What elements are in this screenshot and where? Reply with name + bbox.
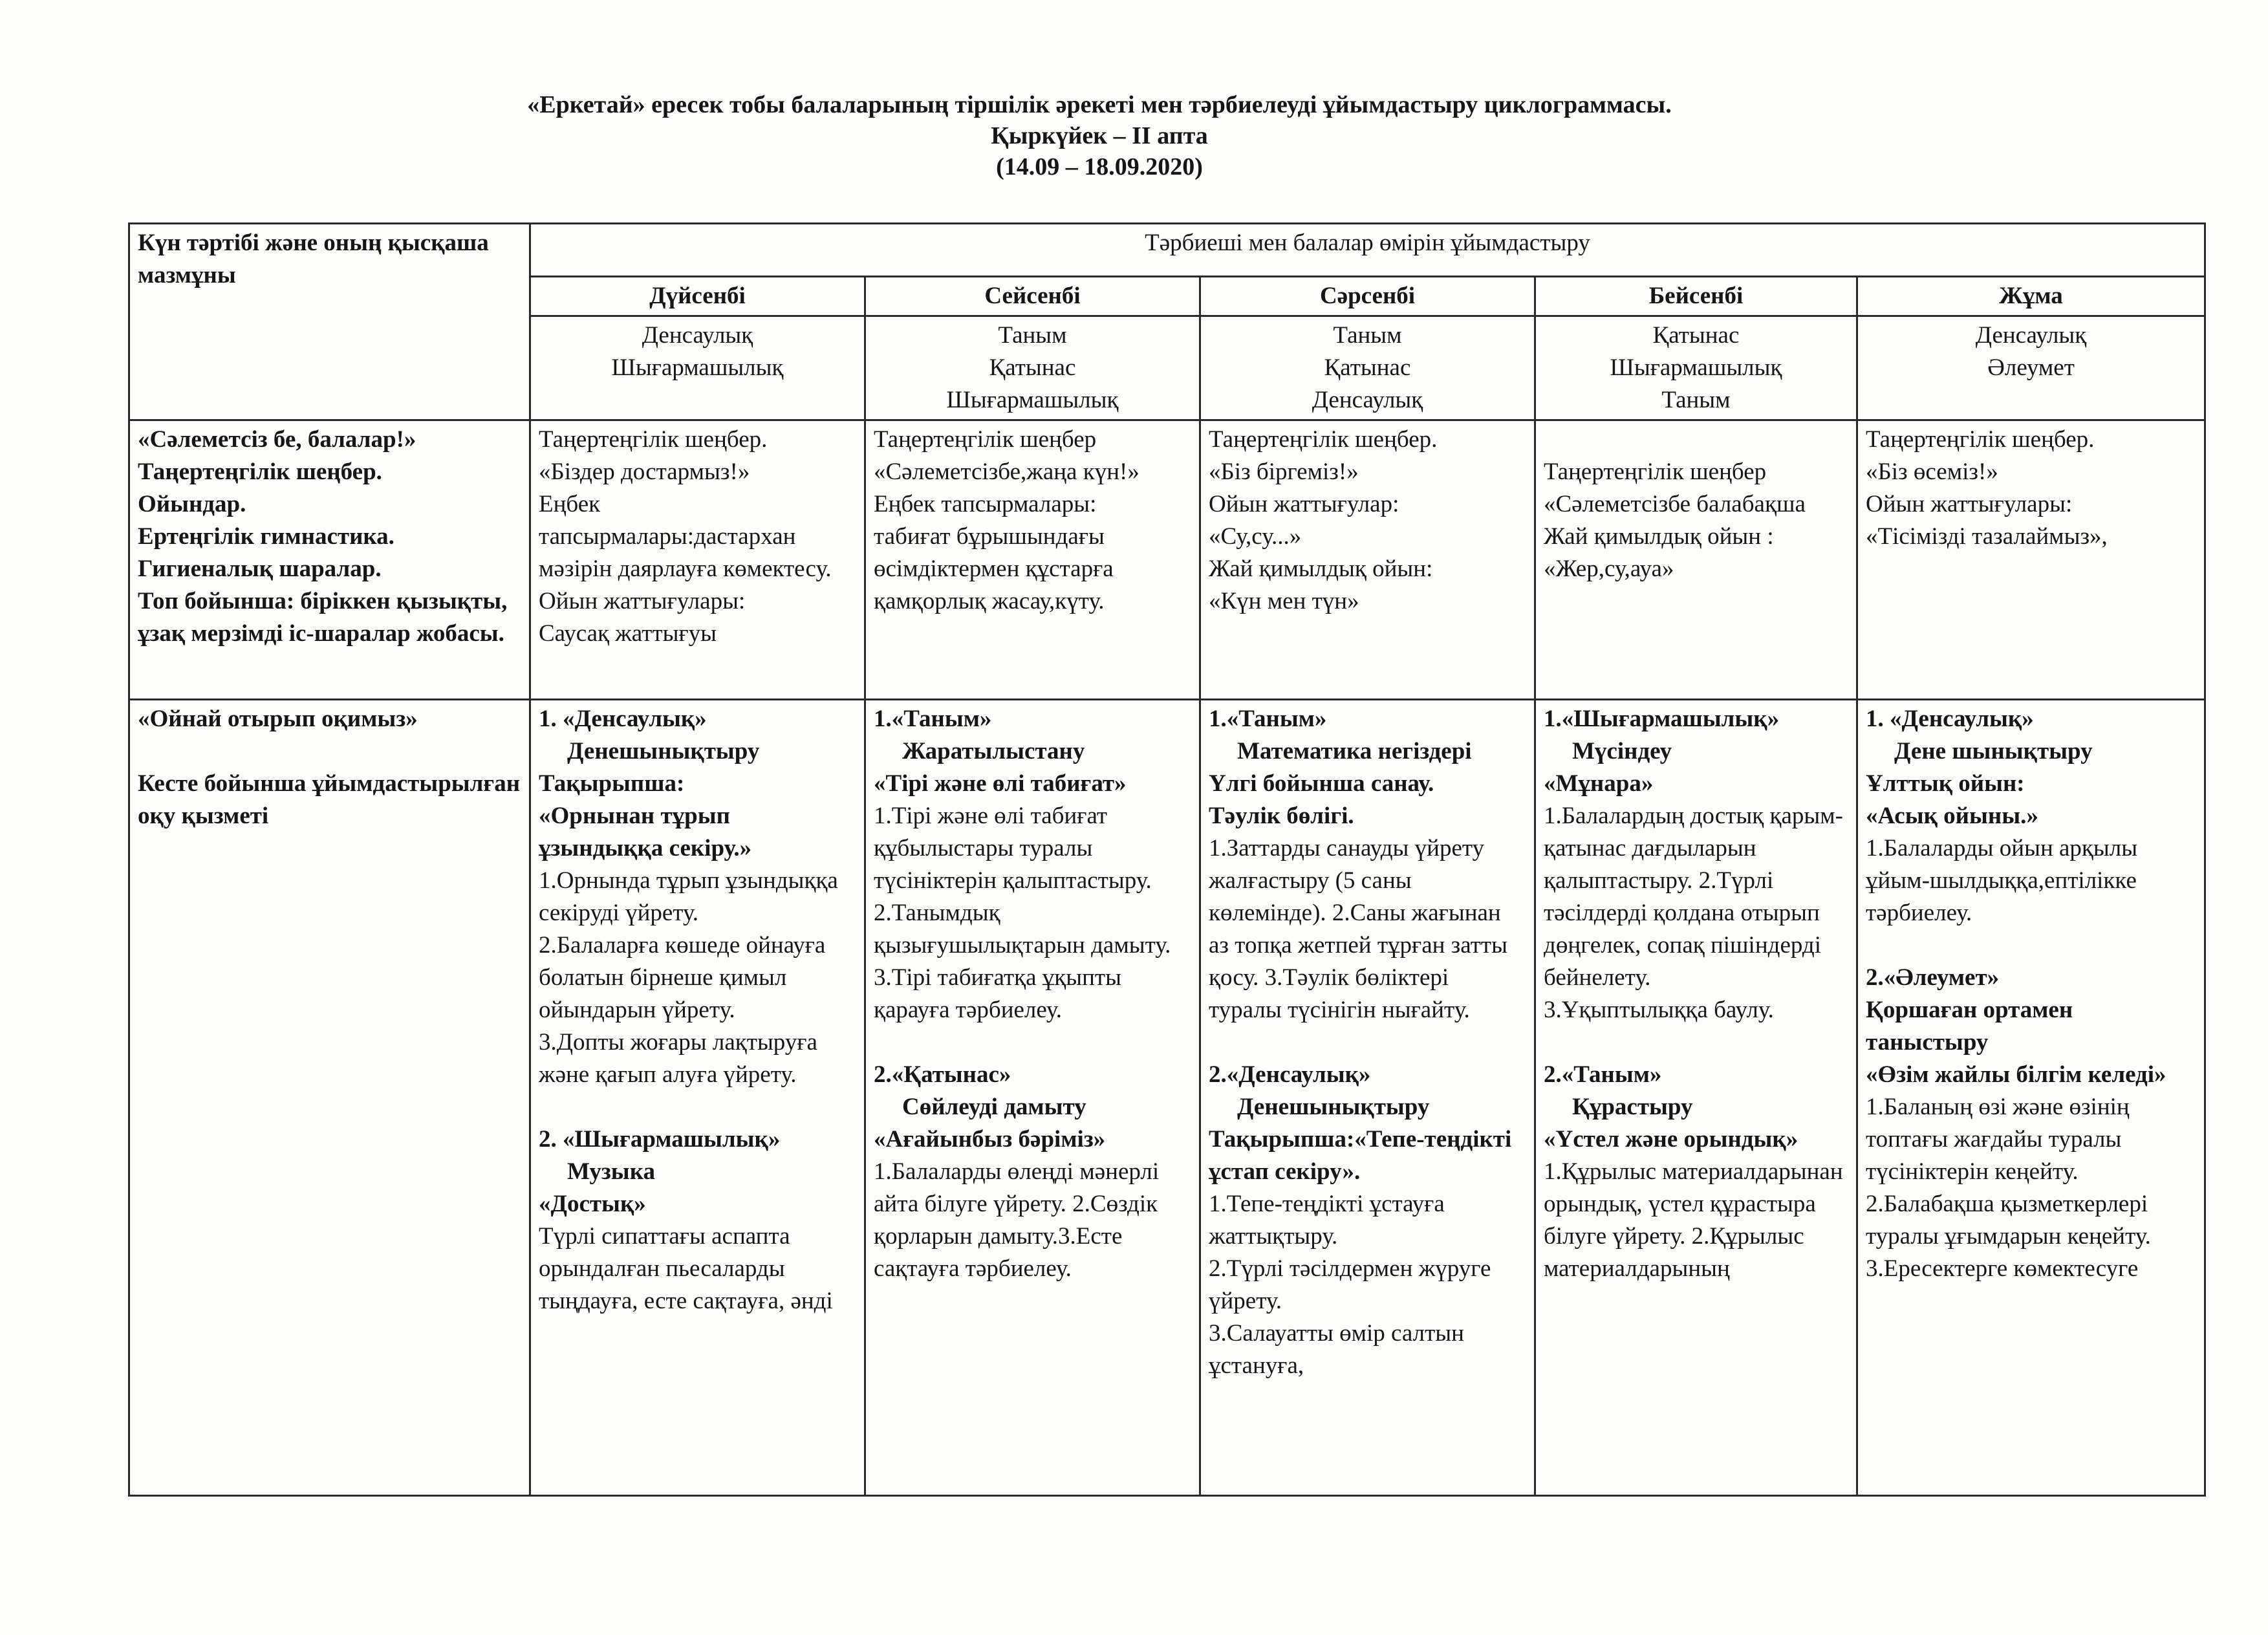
day-header-wednesday: Сәрсенбі [1200, 277, 1535, 316]
areas-tuesday: Таным Қатынас Шығармашылық [865, 316, 1200, 420]
row-morning-label: «Сәлеметсіз бе, балалар!» Таңертеңгілік шеңбер. Ойындар. Ертеңгілік гимнастика. Гигиеналық шаралар. Топ бойынша: біріккен қызықты, ұзақ мерзімді іс-шаралар жобасы. [129, 420, 530, 700]
morning-wednesday: Таңертеңгілік шеңбер. «Біз біргеміз!» Ойын жаттығулар: «Су,су...» Жай қимылдық ойын: «Күн мен түн» [1200, 420, 1535, 700]
row-lessons-label: «Ойнай отырып оқимыз» Кесте бойынша ұйымдастырылған оқу қызметі [129, 700, 530, 1496]
morning-monday: Таңертеңгілік шеңбер. «Біздер достармыз!» Еңбек тапсырмалары:дастархан мәзірін даярлауға көмектесу. Ойын жаттығулары: Саусақ жаттығуы [530, 420, 865, 700]
morning-tuesday: Таңертеңгілік шеңбер «Сәлеметсізбе,жаңа күн!» Еңбек тапсырмалары: табиғат бұрышындағы өсімдіктермен құстарға қамқорлық жасау,күту. [865, 420, 1200, 700]
corner-header-cell [129, 224, 530, 420]
day-header-friday: Жұма [1857, 277, 2205, 316]
day-header-tuesday: Сейсенбі [865, 277, 1200, 316]
corner-header: Күн тәртібі және оның қысқаша мазмұны [138, 230, 489, 288]
morning-thursday: Таңертеңгілік шеңбер «Сәлеметсізбе балабақша Жай қимылдық ойын : «Жер,су,ауа» [1535, 420, 1857, 700]
title-line-2: Қыркүйек – II апта [991, 122, 1208, 149]
morning-friday: Таңертеңгілік шеңбер. «Біз өсеміз!» Ойын жаттығулары: «Тісімізді тазалаймыз», [1857, 420, 2205, 700]
document-title [0, 89, 2199, 182]
lessons-thursday: 1.«Шығармашылық» Мүсіндеу «Мұнара» 1.Балалардың достық қарым-қатынас дағдыларын қалыптастыру. 2.Түрлі тәсілдерді қолдана отырып дөңгелек, сопақ пішіндерді бейнелету. 3.Ұқыптылыққа баулу. 2.«Таным» Құрастыру «Үстел және орындық» 1.Құрылыс материалдарынан орындық, үстел құрастыра білуге үйрету. 2.Құрылыс материалдарының [1535, 700, 1857, 1496]
areas-monday: Денсаулық Шығармашылық [530, 316, 865, 420]
cyclogram-table [128, 222, 2206, 1497]
day-header-monday: Дүйсенбі [530, 277, 865, 316]
areas-wednesday: Таным Қатынас Денсаулық [1200, 316, 1535, 420]
title-line-3: (14.09 – 18.09.2020) [996, 153, 1203, 180]
lessons-wednesday: 1.«Таным» Математика негіздері Үлгі бойынша санау. Тәулік бөлігі. 1.Заттарды санауды үйрету жалғастыру (5 саны көлемінде). 2.Саны жағынан аз топқа жетпей тұрған затты қосу. 3.Тәулік бөліктері туралы түсінігін нығайту. 2.«Денсаулық» Денешынықтыру Тақырыпша:«Тепе-теңдікті ұстап секіру». 1.Тепе-теңдікті ұстауға жаттықтыру. 2.Түрлі тәсілдермен жүруге үйрету. 3.Салауатты өмір салтын ұстануға, [1200, 700, 1535, 1496]
group-header-cell [530, 224, 2205, 277]
group-header: Тәрбиеші мен балалар өмірін ұйымдастыру [1145, 230, 1590, 256]
lessons-friday: 1. «Денсаулық» Дене шынықтыру Ұлттық ойын: «Асық ойыны.» 1.Балаларды ойын арқылы ұйым-шылдыққа,ептілікке тәрбиелеу. 2.«Әлеумет» Қоршаған ортамен таныстыру «Өзім жайлы білгім келеді» 1.Баланың өзі және өзінің топтағы жағдайы туралы түсініктерін кеңейту. 2.Балабақша қызметкерлері туралы ұғымдарын кеңейту. 3.Ересектерге көмектесуге [1857, 700, 2205, 1496]
lessons-tuesday: 1.«Таным» Жаратылыстану «Тірі және өлі табиғат» 1.Тірі және өлі табиғат құбылыстары туралы түсініктерін қалыптастыру. 2.Танымдық қызығушылықтарын дамыту. 3.Тірі табиғатқа ұқыпты қарауға тәрбиелеу. 2.«Қатынас» Сөйлеуді дамыту «Ағайынбыз бәріміз» 1.Балаларды өлеңді мәнерлі айта білуге үйрету. 2.Сөздік қорларын дамыту.3.Есте сақтауға тәрбиелеу. [865, 700, 1200, 1496]
areas-thursday: Қатынас Шығармашылық Таным [1535, 316, 1857, 420]
areas-friday: Денсаулық Әлеумет [1857, 316, 2205, 420]
title-line-1: «Еркетай» ересек тобы балаларының тіршілік әрекеті мен тәрбиелеуді ұйымдастыру циклограммасы. [527, 91, 1672, 118]
lessons-monday: 1. «Денсаулық» Денешынықтыру Тақырыпша: «Орнынан тұрып ұзындыққа секіру.» 1.Орнында тұрып ұзындыққа секіруді үйрету. 2.Балаларға көшеде ойнауға болатын бірнеше қимыл ойындарын үйрету. 3.Допты жоғары лақтыруға және қағып алуға үйрету. 2. «Шығармашылық» Музыка «Достық» Түрлі сипаттағы аспапта орындалған пьесаларды тыңдауға, есте сақтауға, әнді [530, 700, 865, 1496]
day-header-thursday: Бейсенбі [1535, 277, 1857, 316]
